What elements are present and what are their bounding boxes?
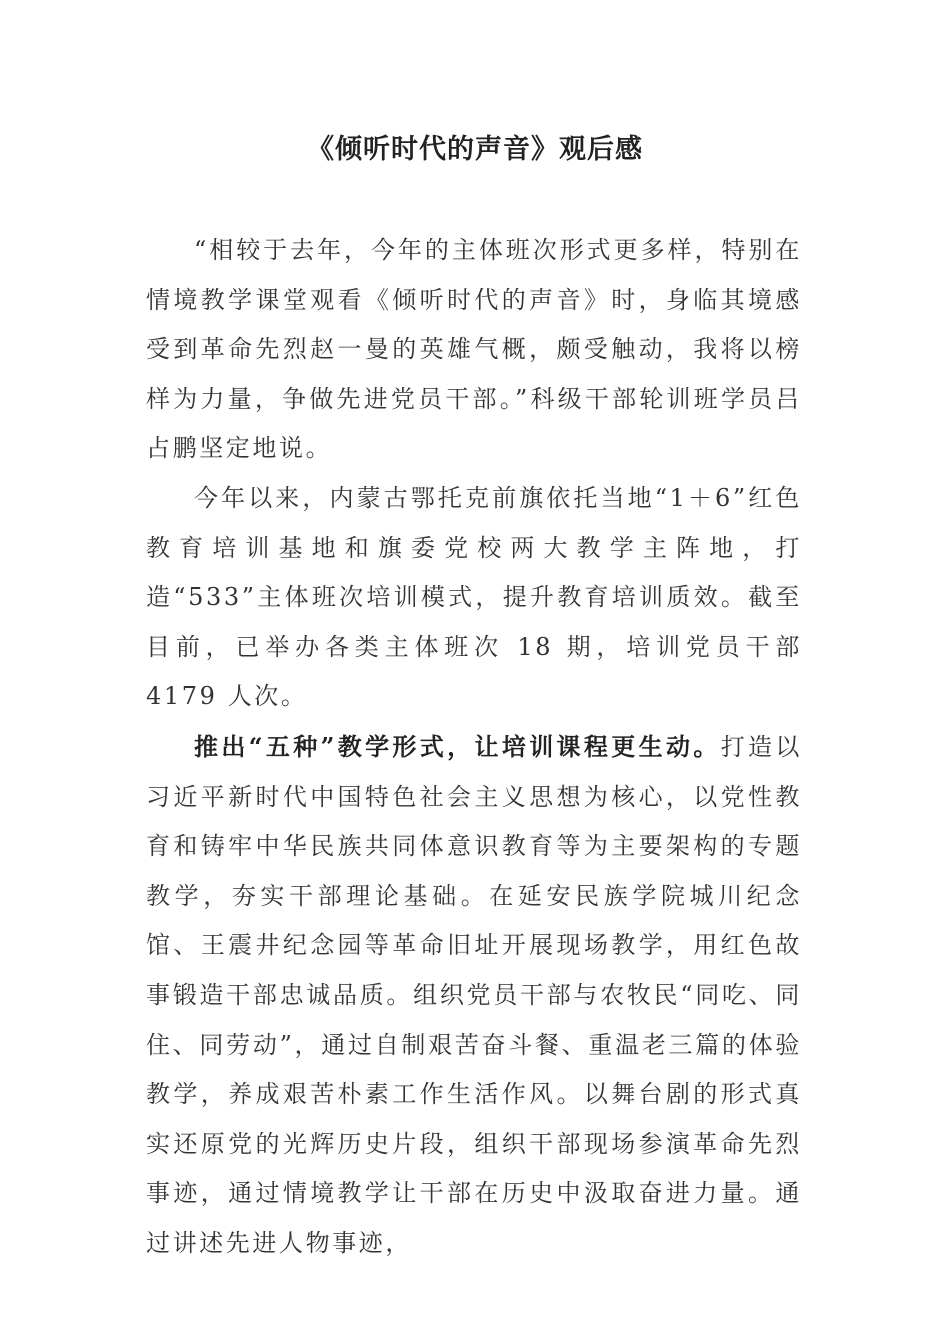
paragraph-3 [146,722,802,1269]
paragraph-2-text: 今年以来，内蒙古鄂托克前旗依托当地“1＋6”红色教育培训基地和旗委党校两大教学主阵地，打造“533”主体班次培训模式，提升教育培训质效。截至目前，已举办各类主体班次 18 期，培训党员干部 4179 人次。 [146,483,802,711]
paragraph-3-text: 打造以习近平新时代中国特色社会主义思想为核心，以党性教育和铸牢中华民族共同体意识教育等为主要架构的专题教学，夯实干部理论基础。在延安民族学院城川纪念馆、王震井纪念园等革命旧址开展现场教学，用红色故事锻造干部忠诚品质。组织党员干部与农牧民“同吃、同住、同劳动”，通过自制艰苦奋斗餐、重温老三篇的体验教学，养成艰苦朴素工作生活作风。以舞台剧的形式真实还原党的光辉历史片段，组织干部现场参演革命先烈事迹，通过情境教学让干部在历史中汲取奋进力量。通过讲述先进人物事迹， [146,732,802,1257]
document-body [146,226,802,1268]
document-title: 《倾听时代的声音》观后感 [307,134,643,165]
paragraph-3-lead: 推出“五种”教学形式，让培训课程更生动。 [194,731,721,761]
paragraph-1 [146,226,802,474]
paragraph-1-text: “相较于去年，今年的主体班次形式更多样，特别在情境教学课堂观看《倾听时代的声音》时，身临其境感受到革命先烈赵一曼的英雄气概，颇受触动，我将以榜样为力量，争做先进党员干部。”科级干部轮训班学员吕占鹏坚定地说。 [146,236,802,463]
paragraph-2 [146,474,802,722]
